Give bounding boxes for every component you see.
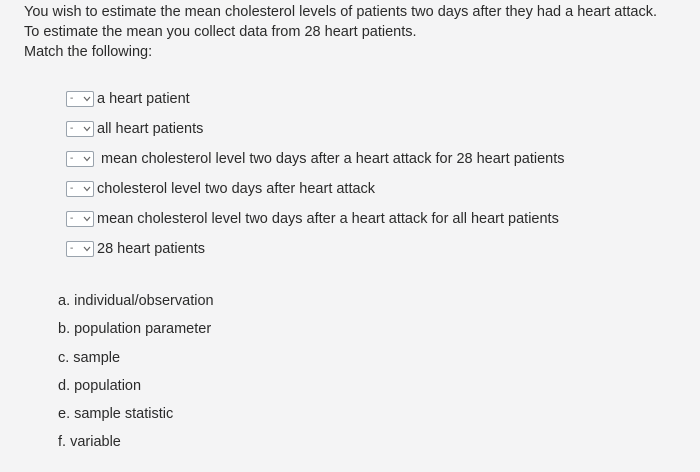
- chevron-down-icon: [82, 215, 91, 224]
- option-d: d. population: [58, 377, 142, 394]
- match-label: cholesterol level two days after heart attack: [97, 181, 376, 197]
- match-row: [66, 234, 686, 264]
- match-label: a heart patient: [97, 91, 190, 107]
- match-label: mean cholesterol level two days after a heart attack for all heart patients: [97, 211, 559, 227]
- match-list: [66, 84, 686, 264]
- match-select-3[interactable]: [66, 151, 94, 167]
- question-line-1: You wish to estimate the mean cholesterol levels of patients two days after they had a heart attack.: [24, 4, 657, 20]
- select-value: -: [70, 93, 74, 104]
- match-row: [66, 174, 686, 204]
- chevron-down-icon: [82, 245, 91, 254]
- chevron-down-icon: [82, 125, 91, 134]
- option-e: e. sample statistic: [58, 406, 174, 423]
- match-select-1[interactable]: [66, 91, 94, 107]
- match-row: [66, 84, 686, 114]
- question-line-3: Match the following:: [24, 44, 153, 60]
- option-b: b. population parameter: [58, 321, 212, 338]
- match-label: 28 heart patients: [97, 241, 206, 257]
- select-value: -: [70, 183, 74, 194]
- question-line-2: To estimate the mean you collect data from 28 heart patients.: [24, 24, 417, 40]
- option-f: f. variable: [58, 434, 121, 451]
- chevron-down-icon: [82, 95, 91, 104]
- select-value: -: [70, 153, 74, 164]
- chevron-down-icon: [82, 155, 91, 164]
- match-select-2[interactable]: [66, 121, 94, 137]
- match-select-6[interactable]: [66, 241, 94, 257]
- question-text: [24, 2, 694, 62]
- answer-options: [58, 290, 214, 460]
- match-select-4[interactable]: [66, 181, 94, 197]
- select-value: -: [70, 123, 74, 134]
- select-value: -: [70, 213, 74, 224]
- match-label: mean cholesterol level two days after a heart attack for 28 heart patients: [97, 151, 565, 167]
- match-row: [66, 144, 686, 174]
- match-label: all heart patients: [97, 121, 204, 137]
- select-value: -: [70, 243, 74, 254]
- match-row: [66, 204, 686, 234]
- match-select-5[interactable]: [66, 211, 94, 227]
- chevron-down-icon: [82, 185, 91, 194]
- option-c: c. sample: [58, 349, 121, 366]
- match-row: [66, 114, 686, 144]
- option-a: a. individual/observation: [58, 293, 214, 309]
